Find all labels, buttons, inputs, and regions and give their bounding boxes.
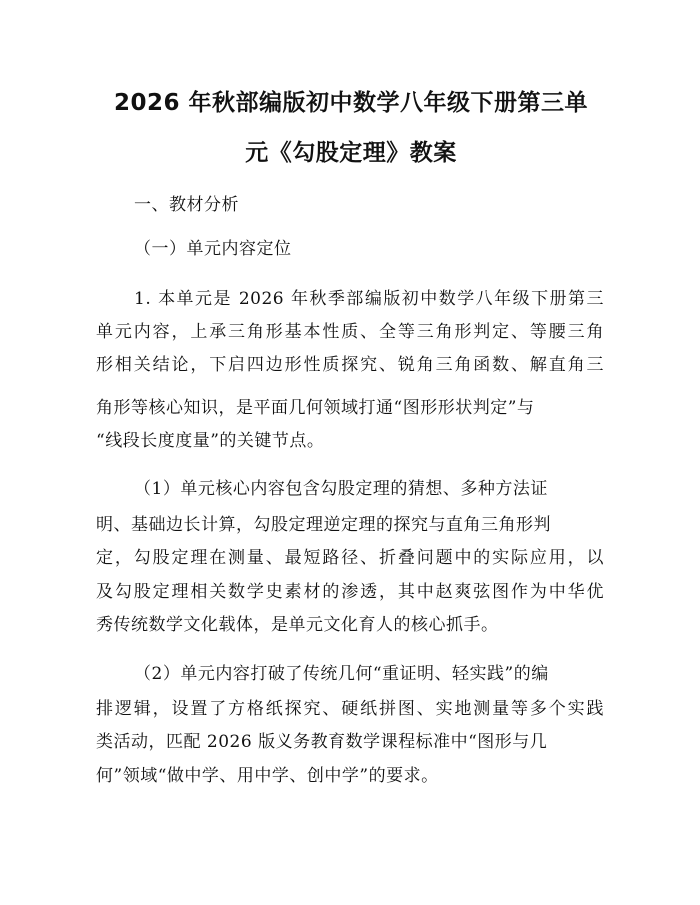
paragraph-1-line-3: 形相关结论，下启四边形性质探究、锐角三角函数、解直角三: [96, 355, 604, 375]
paragraph-3-line-2: 排逻辑，设置了方格纸探究、硬纸拼图、实地测量等多个实践: [96, 699, 604, 719]
subsection-heading: （一）单元内容定位: [134, 239, 292, 259]
section-heading: 一、教材分析: [134, 195, 239, 215]
paragraph-1-line-4: 角形等核心知识，是平面几何领域打通“图形形状判定”与: [96, 398, 535, 418]
document-title: [96, 78, 606, 178]
paragraph-2-line-4: 及勾股定理相关数学史素材的渗透，其中赵爽弦图作为中华优: [96, 582, 604, 602]
paragraph-1-line-1: 1. 本单元是 2026 年秋季部编版初中数学八年级下册第三: [134, 289, 604, 309]
paragraph-2-line-2: 明、基础边长计算，勾股定理逆定理的探究与直角三角形判: [96, 515, 551, 535]
title-line-2: 元《勾股定理》教案: [245, 140, 457, 166]
paragraph-2-line-1: （1）单元核心内容包含勾股定理的猜想、多种方法证: [134, 479, 548, 499]
paragraph-3-line-4: 何”领域“做中学、用中学、创中学”的要求。: [96, 766, 439, 786]
paragraph-2-line-5: 秀传统数学文化载体，是单元文化育人的核心抓手。: [96, 615, 499, 635]
paragraph-3-line-3: 类活动，匹配 2026 版义务教育数学课程标准中“图形与几: [96, 732, 548, 752]
paragraph-1-line-2: 单元内容，上承三角形基本性质、全等三角形判定、等腰三角: [96, 322, 604, 342]
paragraph-2-line-3: 定，勾股定理在测量、最短路径、折叠问题中的实际应用，以: [96, 548, 604, 568]
paragraph-1-line-5: “线段长度度量”的关键节点。: [96, 431, 325, 451]
title-line-1: 2026 年秋部编版初中数学八年级下册第三单: [113, 90, 589, 116]
paragraph-3-line-1: （2）单元内容打破了传统几何“重证明、轻实践”的编: [134, 664, 549, 684]
